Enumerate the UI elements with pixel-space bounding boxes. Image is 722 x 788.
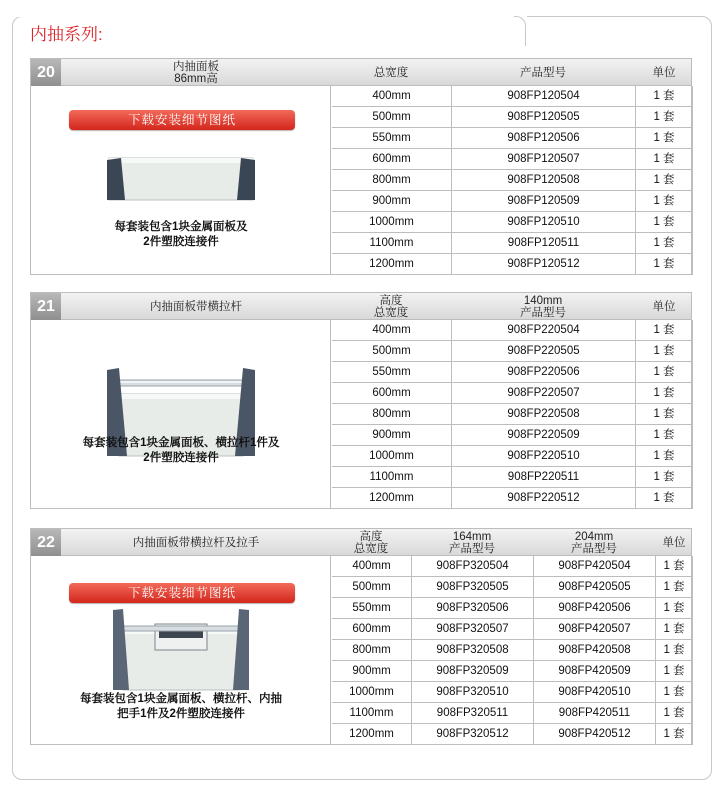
model-b-cell: 908FP420507 xyxy=(534,619,656,640)
model-a-cell: 908FP320506 xyxy=(412,598,534,619)
unit-cell: 1 套 xyxy=(636,320,693,341)
unit-header xyxy=(635,293,693,320)
model-header xyxy=(451,293,635,320)
unit-cell: 1 套 xyxy=(636,404,693,425)
table-row xyxy=(332,446,693,467)
table-row xyxy=(332,254,693,275)
description-line-2: 2件塑胶连接件 xyxy=(143,236,219,248)
table-row xyxy=(332,86,693,107)
width-header-label: 总宽度 xyxy=(353,542,389,555)
section-number: 22 xyxy=(31,529,61,556)
model-a-cell: 908FP320507 xyxy=(412,619,534,640)
table-row xyxy=(332,320,693,341)
model-b-cell: 908FP420505 xyxy=(534,577,656,598)
width-cell: 600mm xyxy=(332,383,452,404)
model-cell: 908FP220507 xyxy=(452,383,636,404)
section-22 xyxy=(30,528,692,746)
table-row xyxy=(332,170,693,191)
table-row xyxy=(332,577,693,598)
unit-cell: 1 套 xyxy=(656,577,693,598)
table-row xyxy=(332,703,693,724)
width-cell: 550mm xyxy=(332,598,412,619)
model-a-header-label: 产品型号 xyxy=(449,542,495,555)
table-row xyxy=(332,404,693,425)
model-a-cell: 908FP320511 xyxy=(412,703,534,724)
model-b-cell: 908FP420504 xyxy=(534,556,656,577)
unit-header-label: 单位 xyxy=(652,66,676,79)
model-height-label: 140mm xyxy=(523,294,563,307)
model-cell: 908FP120508 xyxy=(452,170,636,191)
unit-cell: 1 套 xyxy=(636,383,693,404)
width-header-label: 总宽度 xyxy=(373,66,409,79)
table-row xyxy=(332,467,693,488)
model-cell: 908FP120509 xyxy=(452,191,636,212)
table-row xyxy=(332,341,693,362)
width-cell: 1000mm xyxy=(332,446,452,467)
unit-cell: 1 套 xyxy=(636,107,693,128)
table-row xyxy=(332,556,693,577)
width-cell: 800mm xyxy=(332,404,452,425)
model-b-cell: 908FP420509 xyxy=(534,661,656,682)
width-cell: 1200mm xyxy=(332,724,412,745)
drawer-panel-with-handle-image xyxy=(111,608,251,692)
table-row xyxy=(332,661,693,682)
model-header-label: 产品型号 xyxy=(520,306,566,319)
download-drawing-button[interactable]: 下载安装细节图纸 xyxy=(69,110,295,130)
width-cell: 400mm xyxy=(332,86,452,107)
model-b-cell: 908FP420510 xyxy=(534,682,656,703)
model-cell: 908FP120507 xyxy=(452,149,636,170)
model-cell: 908FP120505 xyxy=(452,107,636,128)
table-row xyxy=(332,598,693,619)
width-cell: 550mm xyxy=(332,128,452,149)
width-header-label: 总宽度 xyxy=(373,306,409,319)
width-cell: 600mm xyxy=(332,149,452,170)
title-tab-edge xyxy=(514,16,526,46)
page-title: 内抽系列: xyxy=(30,25,103,44)
product-description xyxy=(31,436,331,466)
width-cell: 500mm xyxy=(332,577,412,598)
download-drawing-button[interactable]: 下载安装细节图纸 xyxy=(69,583,295,603)
unit-cell: 1 套 xyxy=(656,598,693,619)
unit-cell: 1 套 xyxy=(636,149,693,170)
width-cell: 550mm xyxy=(332,362,452,383)
product-name: 内抽面板带横拉杆 xyxy=(150,300,242,313)
table-row xyxy=(332,383,693,404)
model-cell: 908FP120504 xyxy=(452,86,636,107)
model-b-header xyxy=(533,529,655,556)
model-cell: 908FP220508 xyxy=(452,404,636,425)
model-cell: 908FP220504 xyxy=(452,320,636,341)
width-cell: 1100mm xyxy=(332,703,412,724)
model-cell: 908FP220509 xyxy=(452,425,636,446)
table-row xyxy=(332,191,693,212)
unit-cell: 1 套 xyxy=(656,556,693,577)
table-row xyxy=(332,619,693,640)
model-b-cell: 908FP420512 xyxy=(534,724,656,745)
unit-cell: 1 套 xyxy=(656,724,693,745)
section-body xyxy=(30,556,692,745)
product-panel xyxy=(31,556,331,744)
width-cell: 500mm xyxy=(332,341,452,362)
unit-cell: 1 套 xyxy=(656,619,693,640)
width-cell: 900mm xyxy=(332,425,452,446)
description-line-1: 每套装包含1块金属面板及 xyxy=(114,221,248,233)
product-name: 内抽面板带横拉杆及拉手 xyxy=(132,536,260,549)
unit-cell: 1 套 xyxy=(636,467,693,488)
width-cell: 400mm xyxy=(332,320,452,341)
product-name-header xyxy=(61,529,331,556)
table-row xyxy=(332,128,693,149)
product-height: 86mm高 xyxy=(174,72,218,85)
model-b-height-label: 204mm xyxy=(574,530,614,543)
model-cell: 908FP220510 xyxy=(452,446,636,467)
product-description xyxy=(31,692,331,722)
model-a-cell: 908FP320509 xyxy=(412,661,534,682)
width-cell: 1200mm xyxy=(332,488,452,509)
description-line-2: 2件塑胶连接件 xyxy=(143,452,219,464)
model-cell: 908FP120511 xyxy=(452,233,636,254)
model-cell: 908FP220511 xyxy=(452,467,636,488)
height-header-label: 高度 xyxy=(379,294,403,307)
model-cell: 908FP120510 xyxy=(452,212,636,233)
unit-header-label: 单位 xyxy=(652,300,676,313)
model-cell: 908FP220512 xyxy=(452,488,636,509)
product-panel xyxy=(31,320,331,508)
width-cell: 500mm xyxy=(332,107,452,128)
width-cell: 900mm xyxy=(332,191,452,212)
model-a-header xyxy=(411,529,533,556)
unit-header xyxy=(655,529,693,556)
model-cell: 908FP120506 xyxy=(452,128,636,149)
width-cell: 1100mm xyxy=(332,467,452,488)
unit-cell: 1 套 xyxy=(636,128,693,149)
product-description xyxy=(31,220,331,250)
model-cell: 908FP220506 xyxy=(452,362,636,383)
width-cell: 800mm xyxy=(332,640,412,661)
width-cell: 900mm xyxy=(332,661,412,682)
model-header-label: 产品型号 xyxy=(520,66,566,79)
width-header xyxy=(331,293,451,320)
width-cell: 1200mm xyxy=(332,254,452,275)
model-a-cell: 908FP320505 xyxy=(412,577,534,598)
unit-cell: 1 套 xyxy=(636,446,693,467)
unit-cell: 1 套 xyxy=(636,362,693,383)
unit-cell: 1 套 xyxy=(636,170,693,191)
unit-cell: 1 套 xyxy=(636,212,693,233)
description-line-2: 把手1件及2件塑胶连接件 xyxy=(117,708,245,720)
table-row xyxy=(332,640,693,661)
width-cell: 1000mm xyxy=(332,682,412,703)
model-a-cell: 908FP320504 xyxy=(412,556,534,577)
drawer-panel-image xyxy=(105,156,257,202)
unit-cell: 1 套 xyxy=(636,254,693,275)
table-row xyxy=(332,362,693,383)
section-header xyxy=(30,528,692,556)
unit-cell: 1 套 xyxy=(636,191,693,212)
section-body xyxy=(30,86,692,275)
table-row xyxy=(332,149,693,170)
width-cell: 800mm xyxy=(332,170,452,191)
section-number: 21 xyxy=(31,293,61,320)
model-b-cell: 908FP420508 xyxy=(534,640,656,661)
section-header xyxy=(30,292,692,320)
model-a-cell: 908FP320508 xyxy=(412,640,534,661)
title-tab xyxy=(13,0,527,17)
model-a-cell: 908FP320510 xyxy=(412,682,534,703)
unit-cell: 1 套 xyxy=(636,341,693,362)
unit-cell: 1 套 xyxy=(636,488,693,509)
table-row xyxy=(332,425,693,446)
model-cell: 908FP120512 xyxy=(452,254,636,275)
width-cell: 1000mm xyxy=(332,212,452,233)
description-line-1: 每套装包含1块金属面板、横拉杆1件及 xyxy=(82,437,280,449)
table-row xyxy=(332,107,693,128)
section-20 xyxy=(30,58,692,275)
table-row xyxy=(332,682,693,703)
model-b-cell: 908FP420506 xyxy=(534,598,656,619)
table-row xyxy=(332,233,693,254)
section-header xyxy=(30,58,692,86)
product-name-header xyxy=(61,59,331,86)
unit-header xyxy=(635,59,693,86)
model-b-header-label: 产品型号 xyxy=(571,542,617,555)
model-a-height-label: 164mm xyxy=(452,530,492,543)
unit-cell: 1 套 xyxy=(656,661,693,682)
width-cell: 600mm xyxy=(332,619,412,640)
width-header xyxy=(331,59,451,86)
product-panel xyxy=(31,86,331,274)
product-name: 内抽面板 xyxy=(173,60,219,73)
description-line-1: 每套装包含1块金属面板、横拉杆、内抽 xyxy=(80,693,282,705)
product-name-header xyxy=(61,293,331,320)
unit-cell: 1 套 xyxy=(636,425,693,446)
section-21 xyxy=(30,292,692,511)
height-header-label: 高度 xyxy=(359,530,383,543)
unit-cell: 1 套 xyxy=(636,86,693,107)
section-number: 20 xyxy=(31,59,61,86)
width-cell: 1100mm xyxy=(332,233,452,254)
width-header xyxy=(331,529,411,556)
table-row xyxy=(332,724,693,745)
section-body xyxy=(30,320,692,509)
model-header xyxy=(451,59,635,86)
unit-cell: 1 套 xyxy=(656,703,693,724)
width-cell: 400mm xyxy=(332,556,412,577)
unit-header-label: 单位 xyxy=(662,536,686,549)
unit-cell: 1 套 xyxy=(636,233,693,254)
model-cell: 908FP220505 xyxy=(452,341,636,362)
model-b-cell: 908FP420511 xyxy=(534,703,656,724)
model-a-cell: 908FP320512 xyxy=(412,724,534,745)
table-row xyxy=(332,488,693,509)
unit-cell: 1 套 xyxy=(656,682,693,703)
table-row xyxy=(332,212,693,233)
unit-cell: 1 套 xyxy=(656,640,693,661)
